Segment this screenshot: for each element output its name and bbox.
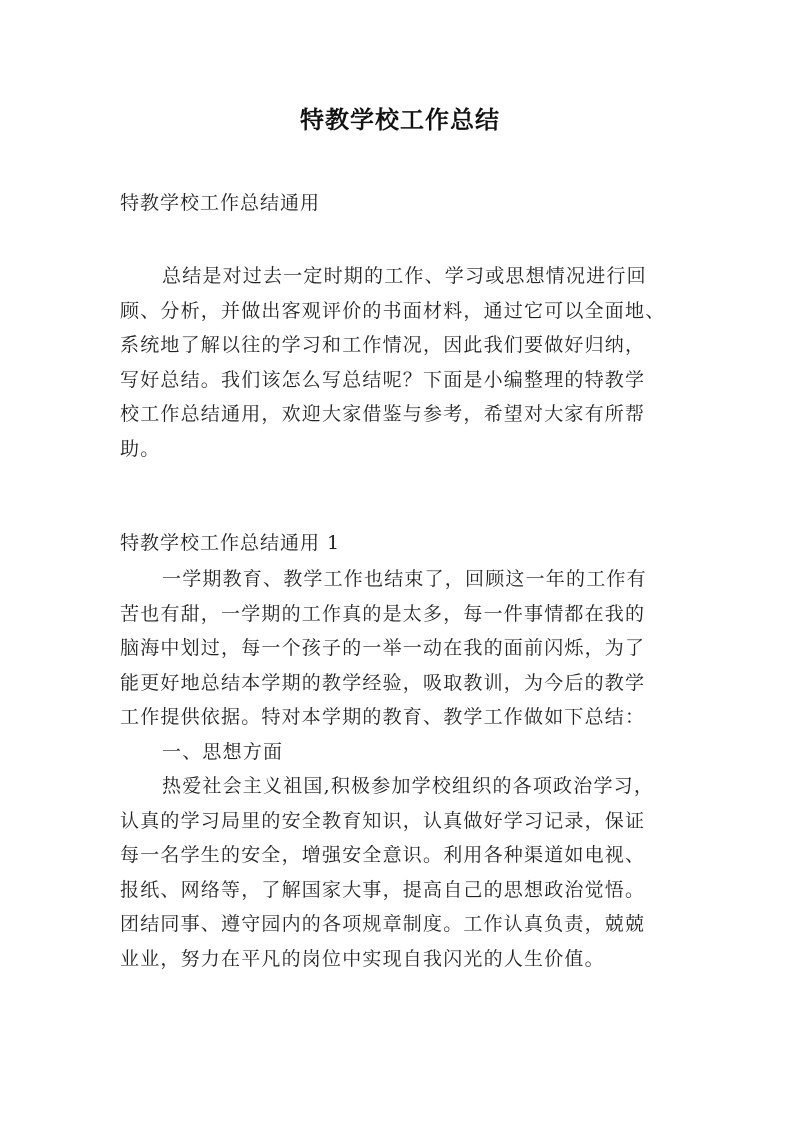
intro-paragraph (120, 259, 692, 466)
body-line: 每一名学生的安全，增强安全意识。利用各种渠道如电视、 (120, 844, 646, 866)
body-line: 脑海中划过，每一个孩子的一举一动在我的面前闪烁，为了 (120, 637, 646, 659)
intro-line: 总结是对过去一定时期的工作、学习或思想情况进行回 (162, 265, 647, 287)
body-line: 热爱社会主义祖国,积极参加学校组织的各项政治学习， (162, 775, 655, 797)
intro-line: 系统地了解以往的学习和工作情况，因此我们要做好归纳， (120, 334, 646, 356)
section-body (120, 562, 692, 976)
intro-line: 写好总结。我们该怎么写总结呢？下面是小编整理的特教学 (120, 368, 646, 391)
section-heading: 特教学校工作总结通用 1 (120, 532, 341, 554)
body-line: 一学期教育、教学工作也结束了，回顾这一年的工作有 (162, 568, 647, 590)
document-subtitle: 特教学校工作总结通用 (120, 192, 321, 214)
body-line: 能更好地总结本学期的教学经验，吸取教训，为今后的教学 (120, 671, 646, 694)
intro-line: 助。 (120, 437, 161, 460)
body-line: 团结同事、遵守园内的各项规章制度。工作认真负责，兢兢 (120, 913, 646, 935)
document-title: 特教学校工作总结 (300, 105, 500, 134)
subsection-heading: 一、思想方面 (162, 740, 284, 763)
intro-line: 顾、分析，并做出客观评价的书面材料，通过它可以全面地、 (120, 299, 666, 322)
body-line: 认真的学习局里的安全教育知识，认真做好学习记录，保证 (120, 809, 646, 832)
body-line: 报纸、网络等，了解国家大事，提高自己的思想政治觉悟。 (120, 878, 646, 901)
body-line: 业业，努力在平凡的岗位中实现自我闪光的人生价值。 (120, 947, 605, 970)
body-line: 苦也有甜，一学期的工作真的是太多，每一件事情都在我的 (120, 602, 646, 625)
intro-line: 校工作总结通用，欢迎大家借鉴与参考，希望对大家有所帮 (120, 403, 646, 425)
body-line: 工作提供依据。特对本学期的教育、教学工作做如下总结： (120, 706, 646, 728)
